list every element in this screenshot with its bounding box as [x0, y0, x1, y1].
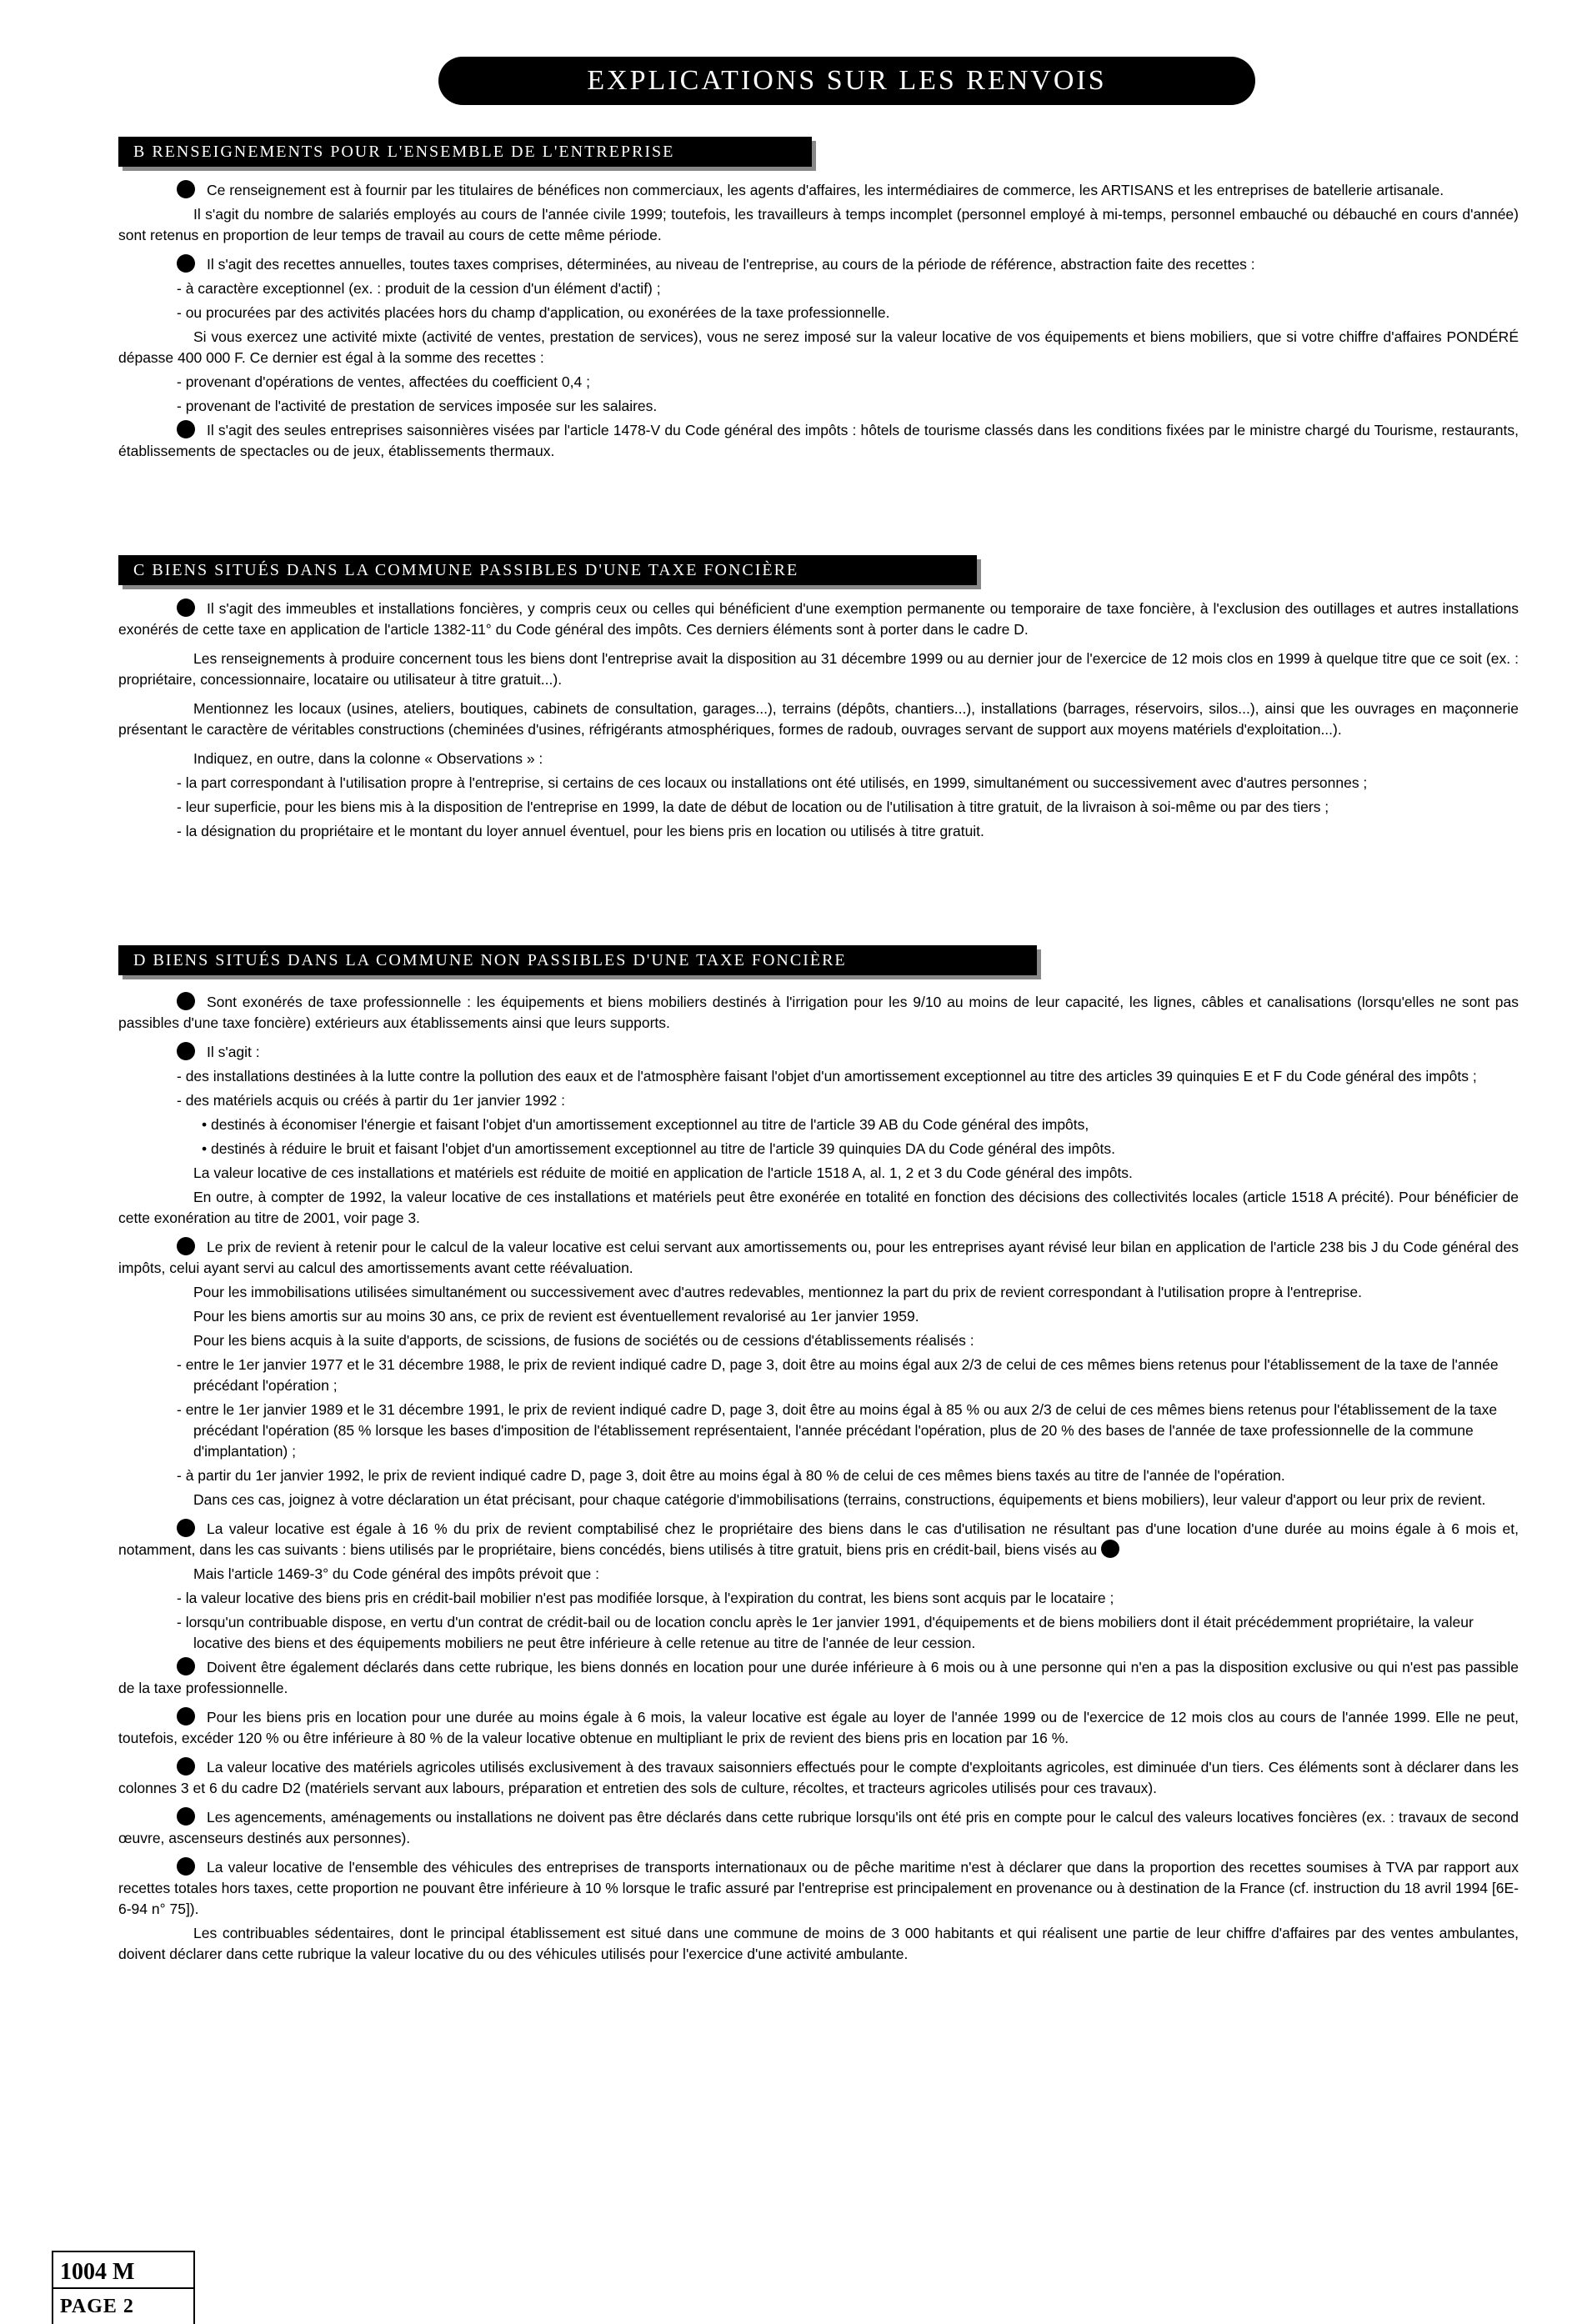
section-c-paragraph: Indiquez, en outre, dans la colonne « Observations » : — [193, 750, 543, 767]
section-c-paragraph: Les renseignements à produire concernent tous les biens dont l'entreprise avait la disposition au 31 décembre 1999 ou au dernier jour de l'exercice de 12 mois clos en 1999 à quelque titre que ce soit (ex. : propriétaire, concessionnaire, locataire ou utilisateur à titre gratuit...). — [118, 650, 1519, 688]
section-b-note-1: Ce renseignement est à fournir par les titulaires de bénéfices non commerciaux, les agents d'affaires, les intermédiaires de commerce, les ARTISANS et les entreprises de batellerie artisanale. — [118, 180, 1519, 201]
section-b-paragraph: Il s'agit du nombre de salariés employés au cours de l'année civile 1999; toutefois, les travailleurs à temps incomplet (personnel employé à mi-temps, personnel embauché ou débauché en cours d'année) sont retenus en proportion de leur temps de travail au cours de cette même période. — [118, 206, 1519, 243]
section-b-note-3: Il s'agit des seules entreprises saisonnières visées par l'article 1478-V du Code général des impôts : hôtels de tourisme classés dans les conditions fixées par le ministre chargé du Tourisme, restaurants, établissements de spectacles ou de jeux, établissements thermaux. — [118, 422, 1519, 459]
section-d-note-2: Il s'agit : — [118, 1042, 1519, 1063]
renvoi-marker-icon — [1101, 1540, 1119, 1558]
section-d-paragraph: La valeur locative de ces installations et matériels est réduite de moitié en application de l'article 1518 A, al. 1, 2 et 3 du Code général des impôts. — [193, 1165, 1133, 1181]
section-b-dash-item: - ou procurées par des activités placées hors du champ d'application, ou exonérées de la taxe professionnelle. — [177, 304, 890, 321]
renvoi-marker-icon — [177, 1707, 195, 1725]
section-c-dash-item: - la désignation du propriétaire et le montant du loyer annuel éventuel, pour les biens pris en location ou utilisés à titre gratuit. — [177, 823, 984, 839]
section-d-note-9: La valeur locative de l'ensemble des véhicules des entreprises de transports internationaux ou de pêche maritime n'est à déclarer que dans la proportion des recettes soumises à TVA par rapport aux recettes totales hors taxes, cette proportion ne pouvant être inférieure à 10 % lorsque le trafic assuré par l'entreprise est principalement en provenance ou à destination de la France (cf. instruction du 18 avril 1994 [6E-6-94 n° 75]). — [118, 1859, 1519, 1917]
section-d-header: D BIENS SITUÉS DANS LA COMMUNE NON PASSIBLES D'UNE TAXE FONCIÈRE — [118, 945, 1037, 975]
page-title: EXPLICATIONS SUR LES RENVOIS — [438, 57, 1255, 105]
section-c-header: C BIENS SITUÉS DANS LA COMMUNE PASSIBLES D'UNE TAXE FONCIÈRE — [118, 555, 977, 585]
section-d-note-6: Pour les biens pris en location pour une durée au moins égale à 6 mois, la valeur locative est égale au loyer de l'année 1999 ou de l'exercice de 12 mois clos au cours de l'année 1999. Elle ne peut, toutefois, excéder 120 % ou être inférieure à 80 % de la valeur locative obtenue en multipliant le prix de revient des biens pris en location par 16 %. — [118, 1709, 1519, 1746]
renvoi-marker-icon — [177, 1237, 195, 1255]
form-code: 1004 M — [53, 2252, 193, 2289]
section-c-dash-item: - la part correspondant à l'utilisation propre à l'entreprise, si certains de ces locaux ou installations ont été utilisés, en 1999, simultanément ou successivement avec d'autres personnes ; — [177, 774, 1368, 791]
form-reference-box — [52, 2251, 195, 2324]
section-b-note-2: Il s'agit des recettes annuelles, toutes taxes comprises, déterminées, au niveau de l'entreprise, au cours de la période de référence, abstraction faite des recettes : — [118, 254, 1519, 275]
section-b-header: B RENSEIGNEMENTS POUR L'ENSEMBLE DE L'ENTREPRISE — [118, 137, 812, 167]
section-d-paragraph: Pour les biens amortis sur au moins 30 ans, ce prix de revient est éventuellement revalorisé au 1er janvier 1959. — [193, 1308, 919, 1325]
section-d-paragraph: Pour les immobilisations utilisées simultanément ou successivement avec d'autres redevables, mentionnez la part du prix de revient correspondant à l'utilisation propre à l'entreprise. — [193, 1284, 1362, 1300]
section-c-paragraph: Mentionnez les locaux (usines, ateliers, boutiques, cabinets de consultation, garages...), terrains (dépôts, chantiers...), installations (barrages, réservoirs, silos...), ainsi que les ouvrages en maçonnerie présentant le caractère de véritables constructions (cheminées d'usines, réfrigérants atmosphériques, formes de radoub, ouvrages servant de support aux moyens matériels d'exploitation...). — [118, 700, 1519, 738]
section-d-note-7: La valeur locative des matériels agricoles utilisés exclusivement à des travaux saisonniers effectués pour le compte d'exploitants agricoles, est diminuée d'un tiers. Ces éléments sont à déclarer dans les colonnes 3 et 6 du cadre D2 (matériels servant aux labours, préparation et entretien des sols de culture, récoltes, et tracteurs agricoles utilisés pour ces travaux). — [118, 1759, 1519, 1796]
section-b-dash-item: - provenant d'opérations de ventes, affectées du coefficient 0,4 ; — [177, 373, 590, 390]
section-d-paragraph: Pour les biens acquis à la suite d'apports, de scissions, de fusions de sociétés ou de cessions d'établissements réalisés : — [193, 1332, 974, 1349]
renvoi-marker-icon — [177, 180, 195, 198]
renvoi-marker-icon — [177, 1857, 195, 1876]
section-d-dash-item: - des installations destinées à la lutte contre la pollution des eaux et de l'atmosphère faisant l'objet d'un amortissement exceptionnel au titre des articles 39 quinquies E et F du Code général des impôts ; — [177, 1068, 1477, 1084]
renvoi-marker-icon — [177, 1807, 195, 1826]
renvoi-marker-icon — [177, 254, 195, 273]
section-d-dash-item: - entre le 1er janvier 1989 et le 31 décembre 1991, le prix de revient indiqué cadre D, page 3, doit être au moins égal à 85 % ou aux 2/3 de celui de ces mêmes biens retenus pour l'établissement de la taxe précédant l'opération (85 % lorsque les bases d'imposition de l'établissement représentaient, l'année précédant l'opération, plus de 20 % des bases de l'année de taxe professionnelle de la commune d'implantation) ; — [177, 1401, 1498, 1460]
section-d-dash-item: - à partir du 1er janvier 1992, le prix de revient indiqué cadre D, page 3, doit être au moins égal à 80 % de celui de ces mêmes biens taxés au titre de l'année de l'opération. — [177, 1467, 1285, 1484]
section-d-note-3: Le prix de revient à retenir pour le calcul de la valeur locative est celui servant aux amortissements ou, pour les entreprises ayant révisé leur bilan en application de l'article 238 bis J du Code général des impôts, celui ayant servi au calcul des amortissements avant cette réévaluation. — [118, 1239, 1519, 1276]
page-number: PAGE 2 — [60, 2296, 134, 2317]
section-d-dash-item: - la valeur locative des biens pris en crédit-bail mobilier n'est pas modifiée lorsque, à l'expiration du contrat, les biens sont acquis par le locataire ; — [177, 1590, 1114, 1606]
section-c-dash-item: - leur superficie, pour les biens mis à la disposition de l'entreprise en 1999, la date de début de location ou de l'utilisation à titre gratuit, de la livraison à soi-même ou par des tiers ; — [177, 799, 1329, 815]
section-b-paragraph: Si vous exercez une activité mixte (activité de ventes, prestation de services), vous ne serez imposé sur la valeur locative de vos équipements et biens mobiliers, que si votre chiffre d'affaires PONDÉRÉ dépasse 400 000 F. Ce dernier est égal à la somme des recettes : — [118, 328, 1519, 366]
section-d-dash-item: - lorsqu'un contribuable dispose, en vertu d'un contrat de crédit-bail ou de location conclu après le 1er janvier 1991, d'équipements et de biens mobiliers dont il était précédemment propriétaire, la valeur locative des biens et des équipements mobiliers ne peut être inférieure à celle retenue au titre de l'année de leur cession. — [177, 1614, 1474, 1651]
section-d-note-1: Sont exonérés de taxe professionnelle : les équipements et biens mobiliers destinés à l'irrigation pour les 9/10 au moins de leur capacité, les lignes, câbles et canalisations (lorsqu'elles ne sont pas passibles d'une taxe foncière) extérieurs aux établissements ainsi que leurs supports. — [118, 994, 1519, 1031]
section-d-dash-item: - entre le 1er janvier 1977 et le 31 décembre 1988, le prix de revient indiqué cadre D, page 3, doit être au moins égal aux 2/3 de celui de ces mêmes biens retenus pour l'établissement de la taxe de l'année précédant l'opération ; — [177, 1356, 1499, 1394]
renvoi-marker-icon — [177, 599, 195, 617]
renvoi-marker-icon — [177, 1042, 195, 1060]
renvoi-marker-icon — [177, 1657, 195, 1675]
renvoi-marker-icon — [177, 1757, 195, 1776]
renvoi-marker-icon — [177, 992, 195, 1010]
section-d-paragraph: En outre, à compter de 1992, la valeur locative de ces installations et matériels peut être exonérée en totalité en fonction des décisions des collectivités locales (article 1518 A précité). Pour bénéficier de cette exonération au titre de 2001, voir page 3. — [118, 1189, 1519, 1226]
renvoi-marker-icon — [177, 1519, 195, 1537]
section-d-paragraph: Dans ces cas, joignez à votre déclaration un état précisant, pour chaque catégorie d'immobilisations (terrains, constructions, équipements et biens mobiliers), leur valeur d'apport ou leur prix de revient. — [193, 1491, 1486, 1508]
section-d-note-5: Doivent être également déclarés dans cette rubrique, les biens donnés en location pour une durée inférieure à 6 mois ou à une personne qui n'en a pas la disposition exclusive ou qui n'est pas passible de la taxe professionnelle. — [118, 1659, 1519, 1696]
section-d-note-8: Les agencements, aménagements ou installations ne doivent pas être déclarés dans cette rubrique lorsqu'ils ont été pris en compte pour le calcul des valeurs locatives foncières (ex. : travaux de second œuvre, ascenseurs destinés aux personnes). — [118, 1809, 1519, 1846]
section-c-body — [118, 599, 1519, 845]
section-b-dash-item: - provenant de l'activité de prestation de services imposée sur les salaires. — [177, 398, 658, 414]
section-d-paragraph: Les contribuables sédentaires, dont le principal établissement est situé dans une commune de moins de 3 000 habitants et qui réalisent une partie de leur chiffre d'affaires par des ventes ambulantes, doivent déclarer dans cette rubrique la valeur locative du ou des véhicules utilisés pour l'exercice d'une activité ambulante. — [118, 1925, 1519, 1962]
section-d-bullet-item: • destinés à économiser l'énergie et faisant l'objet d'un amortissement exceptionnel au titre de l'article 39 AB du Code général des impôts, — [202, 1116, 1089, 1133]
section-c-note-1: Il s'agit des immeubles et installations foncières, y compris ceux ou celles qui bénéficient d'une exemption permanente ou temporaire de taxe foncière, à l'exclusion des outillages et autres installations exonérés de cette taxe en application de l'article 1382-11° du Code général des impôts. Ces derniers éléments sont à porter dans le cadre D. — [118, 600, 1519, 638]
section-d-note-4: La valeur locative est égale à 16 % du prix de revient comptabilisé chez le propriétaire des biens dans le cas d'utilisation ne résultant pas d'une location d'une durée au moins égale à 6 mois et, notamment, dans les cas suivants : biens utilisés par le propriétaire, biens concédés, biens utilisés à titre gratuit, biens pris en crédit-bail, biens visés au — [118, 1520, 1519, 1558]
section-b-body — [118, 180, 1519, 470]
section-d-body — [118, 992, 1519, 1973]
renvoi-marker-icon — [177, 420, 195, 438]
section-d-bullet-item: • destinés à réduire le bruit et faisant l'objet d'un amortissement exceptionnel au titre de l'article 39 quinquies DA du Code général des impôts. — [202, 1140, 1115, 1157]
section-b-dash-item: - à caractère exceptionnel (ex. : produit de la cession d'un élément d'actif) ; — [177, 280, 661, 297]
section-d-paragraph: Mais l'article 1469-3° du Code général des impôts prévoit que : — [193, 1565, 599, 1582]
section-d-dash-item: - des matériels acquis ou créés à partir du 1er janvier 1992 : — [177, 1092, 565, 1109]
